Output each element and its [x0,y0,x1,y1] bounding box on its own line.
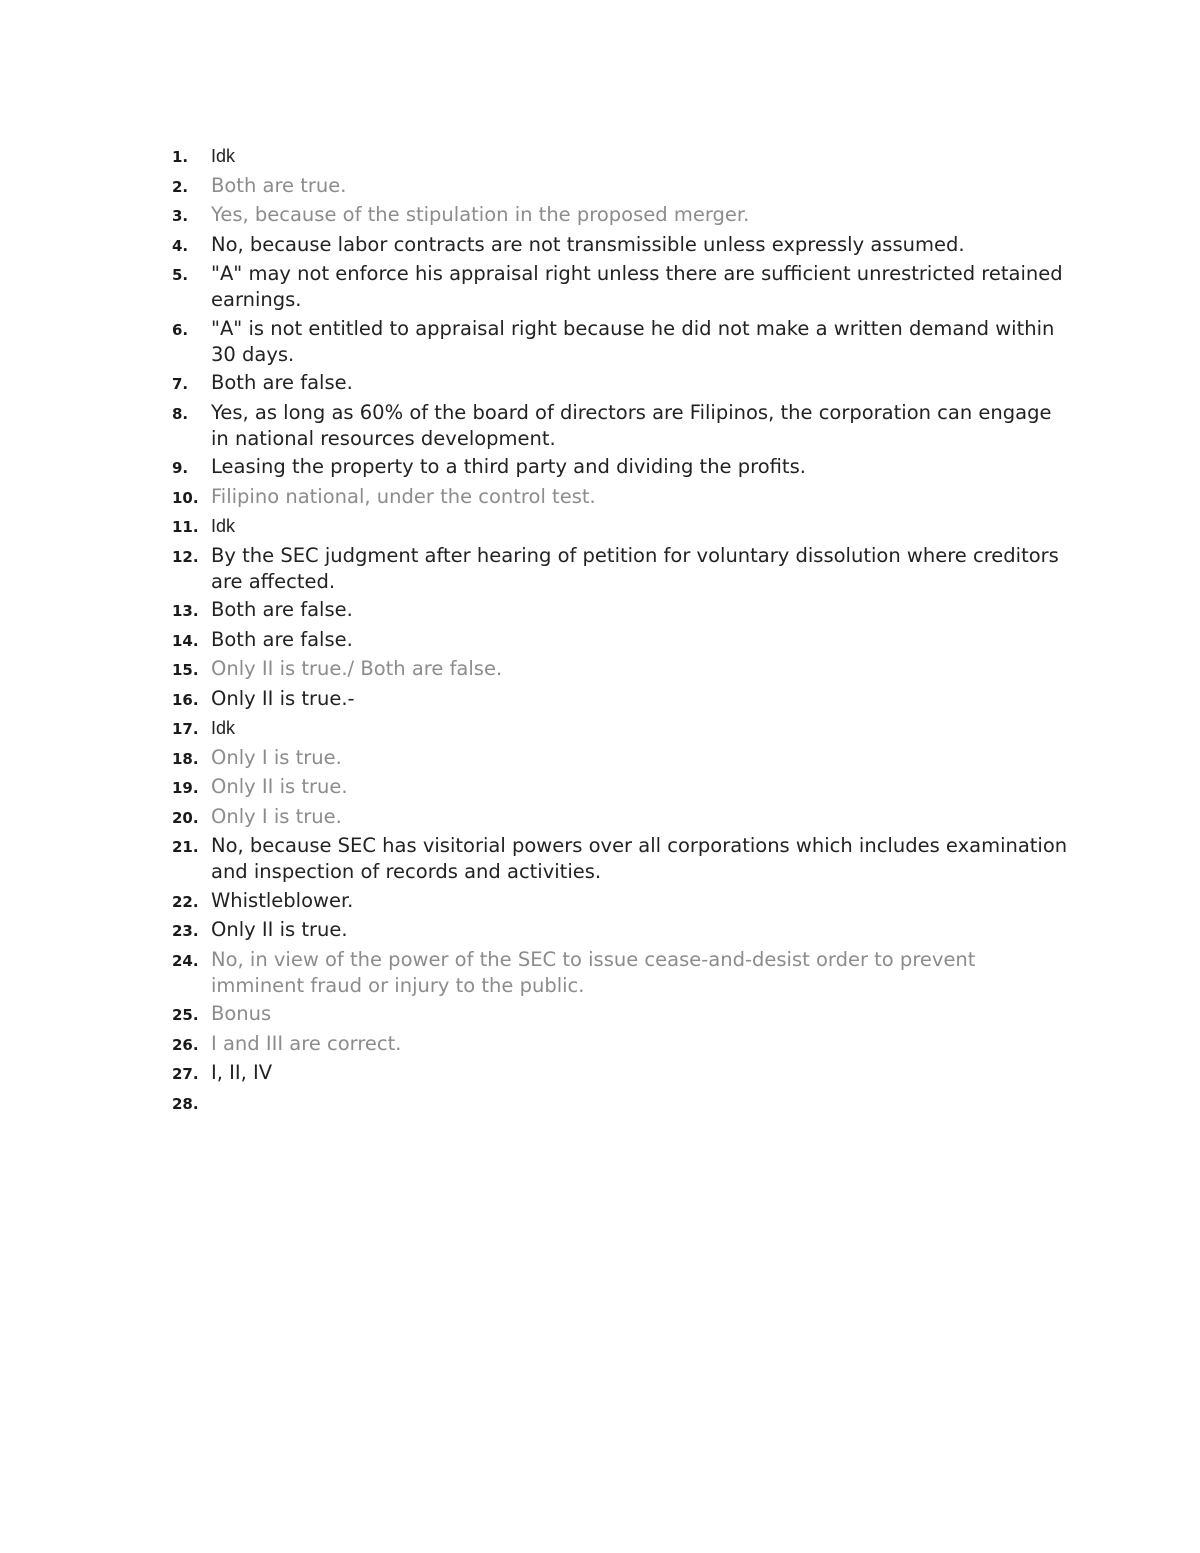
answer-item-17 [172,715,1072,742]
answer-number: 22. [172,892,199,911]
answer-number: 19. [172,779,199,797]
answer-item-20 [172,804,1072,831]
answer-number: 2. [172,177,189,196]
answer-text: "A" may not enforce his appraisal right unless there are sufficient unrestricted retained earnings. [211,262,1063,311]
answer-number: 5. [172,266,189,284]
answer-item-26 [172,1031,1072,1058]
answer-item-14 [172,627,1072,654]
answer-number: 3. [172,207,189,225]
answer-item-13 [172,597,1072,624]
answer-text: Only I is true. [211,804,342,828]
answer-item-23 [172,917,1072,944]
answer-text: No, in view of the power of the SEC to issue cease-and-desist order to prevent imminent fraud or injury to the public. [211,947,976,997]
answer-item-5 [172,261,1072,313]
answer-item-6 [172,316,1072,368]
answer-text: Filipino national, under the control test. [211,484,596,508]
answer-item-12 [172,543,1072,595]
answer-item-8 [172,400,1072,452]
answer-item-11 [172,513,1072,540]
answer-item-21 [172,833,1072,885]
answer-item-1 [172,143,1072,170]
answer-item-28 [172,1090,1072,1117]
answer-number: 21. [172,838,199,856]
answer-text: Only I is true. [211,745,342,769]
answer-text: "A" is not entitled to appraisal right because he did not make a written demand within 30 days. [211,316,1055,366]
answer-item-16 [172,686,1072,713]
answer-item-4 [172,232,1072,259]
answer-number: 1. [172,148,189,166]
answer-number: 17. [172,720,199,738]
answer-number: 4. [172,236,189,255]
answer-text: I and III are correct. [211,1031,402,1055]
answer-text: No, because labor contracts are not transmissible unless expressly assumed. [211,232,965,256]
answer-text: No, because SEC has visitorial powers over all corporations which includes examination and inspection of records and activities. [211,834,1068,883]
answer-number: 23. [172,922,199,940]
answer-number: 24. [172,951,199,970]
answer-number: 18. [172,749,199,768]
answer-number: 25. [172,1006,199,1024]
answer-number: 9. [172,459,189,477]
answer-text: Both are false. [211,371,353,394]
answer-text: Leasing the property to a third party and dividing the profits. [211,455,806,478]
answer-text: I, II, IV [211,1061,273,1084]
answer-item-2 [172,173,1072,200]
answer-text: Both are false. [211,627,353,651]
answer-number: 10. [172,488,199,507]
answer-number: 16. [172,690,199,709]
answer-number: 13. [172,602,199,620]
answer-item-25 [172,1001,1072,1028]
answer-text: Both are true. [211,173,347,197]
answer-text: Idk [211,146,236,166]
answer-item-27 [172,1060,1072,1087]
answer-text: Whistleblower. [211,888,354,912]
answer-list [172,143,1072,1119]
answer-number: 12. [172,547,199,566]
answer-text: Yes, as long as 60% of the board of directors are Filipinos, the corporation can engage in national resources development. [211,400,1052,450]
answer-item-15 [172,656,1072,683]
answer-item-18 [172,745,1072,772]
answer-number: 26. [172,1035,199,1054]
answer-item-10 [172,484,1072,511]
answer-number: 20. [172,808,199,827]
answer-text: Yes, because of the stipulation in the proposed merger. [211,203,750,226]
answer-item-22 [172,888,1072,915]
answer-item-3 [172,202,1072,229]
answer-number: 11. [172,518,199,536]
answer-item-9 [172,454,1072,481]
answer-text: Idk [211,516,236,536]
answer-number: 27. [172,1065,199,1083]
answer-text: Bonus [211,1002,272,1025]
answer-text: Both are false. [211,598,353,621]
answer-item-7 [172,370,1072,397]
answer-text: Only II is true. [211,775,348,798]
answer-text: Only II is true. [211,918,348,941]
answer-number: 28. [172,1094,199,1113]
answer-text: By the SEC judgment after hearing of petition for voluntary dissolution where creditors are affected. [211,543,1059,593]
answer-item-24 [172,947,1072,999]
answer-text: Only II is true./ Both are false. [211,657,503,680]
answer-text: Only II is true.- [211,686,355,710]
answer-number: 8. [172,404,189,423]
answer-number: 14. [172,631,199,650]
answer-number: 7. [172,375,189,393]
answer-item-19 [172,774,1072,801]
answer-number: 6. [172,320,189,339]
answer-text: Idk [211,718,236,738]
answer-number: 15. [172,661,199,679]
